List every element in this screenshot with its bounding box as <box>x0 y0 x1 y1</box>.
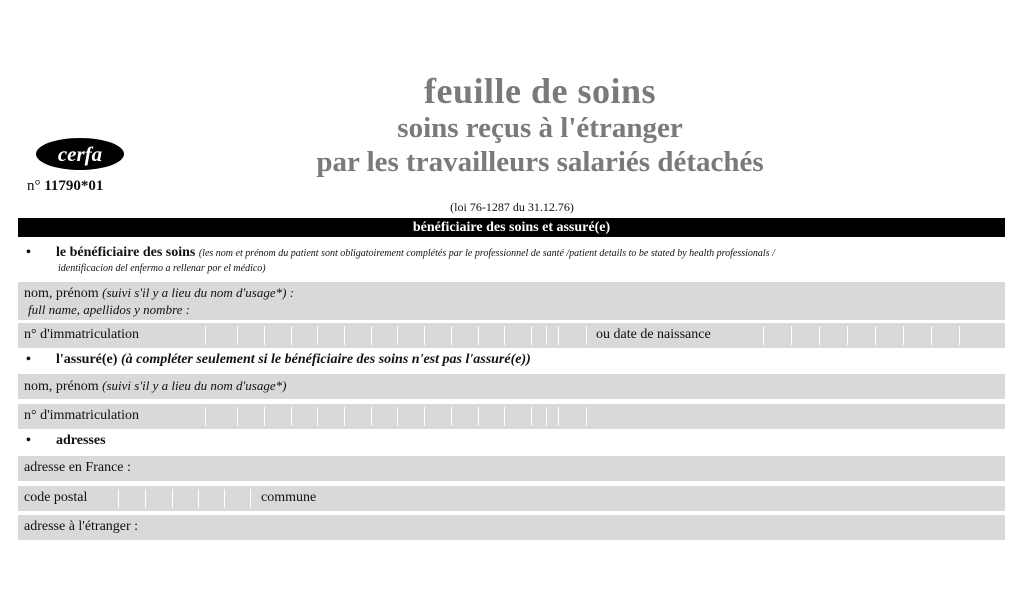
addresses-heading-text: adresses <box>56 433 106 448</box>
address-abroad-label: adresse à l'étranger : <box>24 519 139 534</box>
beneficiary-note-line2: identificacion del enfermo a rellenar por el médico) <box>58 263 266 274</box>
insured-name-field[interactable] <box>18 374 1005 399</box>
postal-code-label: code postal <box>24 490 88 505</box>
insured-heading-text: l'assuré(e) <box>56 352 118 367</box>
beneficiary-heading-text: le bénéficiaire des soins <box>56 245 196 260</box>
beneficiary-immatriculation-field[interactable] <box>18 323 1005 348</box>
address-abroad-field[interactable] <box>18 515 1005 540</box>
address-france-field[interactable] <box>18 456 1005 481</box>
insured-heading <box>26 352 531 368</box>
bullet-icon: • <box>26 352 31 367</box>
insured-immatriculation-field[interactable] <box>18 404 1005 429</box>
cerfa-number-prefix: n° <box>27 178 41 194</box>
addresses-heading <box>26 433 106 449</box>
beneficiary-name-field[interactable] <box>18 282 1005 320</box>
beneficiary-name-note: (suivi s'il y a lieu du nom d'usage*) : <box>102 285 295 300</box>
insured-name-label: nom, prénom (suivi s'il y a lieu du nom d'usage*) <box>24 378 287 394</box>
form-subtitle-line1: soins reçus à l'étranger <box>397 112 683 144</box>
form-subtitle-line2: par les travailleurs salariés détachés <box>316 146 764 178</box>
cerfa-logo: cerfa <box>36 138 124 170</box>
cerfa-number-value: 11790*01 <box>44 178 104 194</box>
insured-note: (à compléter seulement si le bénéficiaire des soins n'est pas l'assuré(e)) <box>120 352 531 367</box>
section-header: bénéficiaire des soins et assuré(e) <box>18 218 1005 237</box>
beneficiary-note: (les nom et prénom du patient sont obligatoirement complétés par le professionnel de santé /patient details to be stated by health professionals / <box>198 248 775 259</box>
insured-immat-label: n° d'immatriculation <box>24 408 140 423</box>
insured-name-note: (suivi s'il y a lieu du nom d'usage*) <box>102 378 287 393</box>
beneficiary-immat-label: n° d'immatriculation <box>24 327 140 342</box>
cerfa-number <box>27 178 103 195</box>
beneficiary-name-label: nom, prénom (suivi s'il y a lieu du nom d'usage*) : <box>24 285 295 301</box>
beneficiary-heading <box>26 245 775 261</box>
beneficiary-name-sublabel: full name, apellidos y nombre : <box>28 302 190 317</box>
immat-digit-boxes <box>181 326 601 345</box>
birth-date-digit-boxes <box>763 326 993 345</box>
postal-code-digit-boxes <box>118 489 258 508</box>
birth-date-label: ou date de naissance <box>596 327 711 342</box>
law-reference: (loi 76-1287 du 31.12.76) <box>450 200 574 214</box>
postal-code-field[interactable] <box>18 486 1005 511</box>
address-france-label: adresse en France : <box>24 460 131 475</box>
bullet-icon: • <box>26 245 31 260</box>
bullet-icon: • <box>26 433 31 448</box>
form-title: feuille de soins <box>423 71 656 111</box>
commune-label: commune <box>261 490 317 505</box>
insured-immat-digit-boxes <box>181 407 601 426</box>
